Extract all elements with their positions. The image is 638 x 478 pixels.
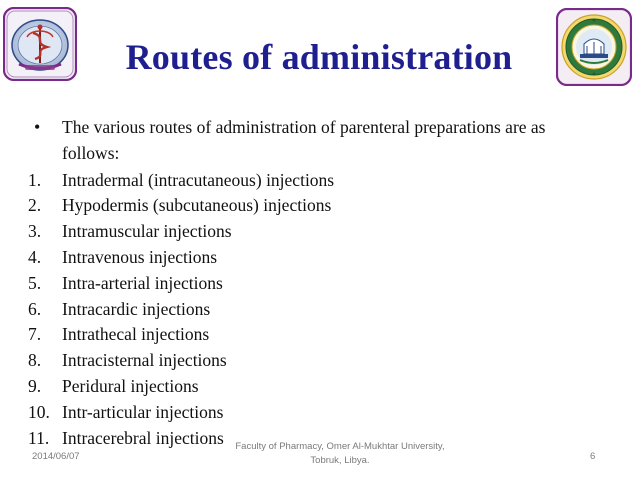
list-number: 1.: [28, 169, 42, 190]
list-item-text: Intr-articular injections: [62, 401, 224, 422]
list-item-text: Hypodermis (subcutaneous) injections: [62, 195, 332, 216]
list-item: [28, 400, 588, 426]
list-item: [28, 219, 588, 245]
list-item: [28, 271, 588, 297]
list-item: [28, 245, 588, 271]
list-item-text: Intracisternal injections: [62, 350, 227, 371]
list-item-text: Intra-arterial injections: [62, 272, 223, 293]
list-number: 2.: [28, 195, 42, 216]
footer-institution-line2: Tobruk, Libya.: [310, 455, 370, 466]
footer-institution-line1: Faculty of Pharmacy, Omer Al-Mukhtar University,: [235, 441, 445, 452]
list-number: 10.: [28, 401, 50, 422]
slide-number: 6: [590, 451, 596, 462]
list-number: 4.: [28, 246, 42, 267]
list-item-text: Intravenous injections: [62, 246, 218, 267]
list-number: 7.: [28, 324, 42, 345]
bullet-marker: •: [34, 117, 41, 137]
list-number: 6.: [28, 298, 42, 319]
slide-body: [28, 115, 588, 451]
intro-bullet-item: [28, 115, 588, 167]
list-item: [28, 348, 588, 374]
list-item: [28, 168, 588, 194]
list-item-text: Intracardic injections: [62, 298, 211, 319]
list-item: [28, 374, 588, 400]
routes-list: [28, 168, 588, 452]
footer-institution: [200, 440, 480, 468]
list-item-text: Intracerebral injections: [62, 427, 224, 448]
list-number: 8.: [28, 350, 42, 371]
intro-text: The various routes of administration of parenteral preparations are as follows:: [62, 117, 546, 163]
list-number: 9.: [28, 375, 42, 396]
list-number: 5.: [28, 272, 42, 293]
list-item-text: Intrathecal injections: [62, 324, 210, 345]
list-item-text: Intradermal (intracutaneous) injections: [62, 169, 335, 190]
list-number: 3.: [28, 221, 42, 242]
list-item: [28, 322, 588, 348]
slide-title: Routes of administration: [125, 37, 513, 77]
list-item: [28, 193, 588, 219]
list-item: [28, 297, 588, 323]
list-item-text: Intramuscular injections: [62, 221, 232, 242]
list-item-text: Peridural injections: [62, 375, 199, 396]
list-number: 11.: [28, 427, 50, 448]
footer-date: 2014/06/07: [32, 451, 80, 462]
